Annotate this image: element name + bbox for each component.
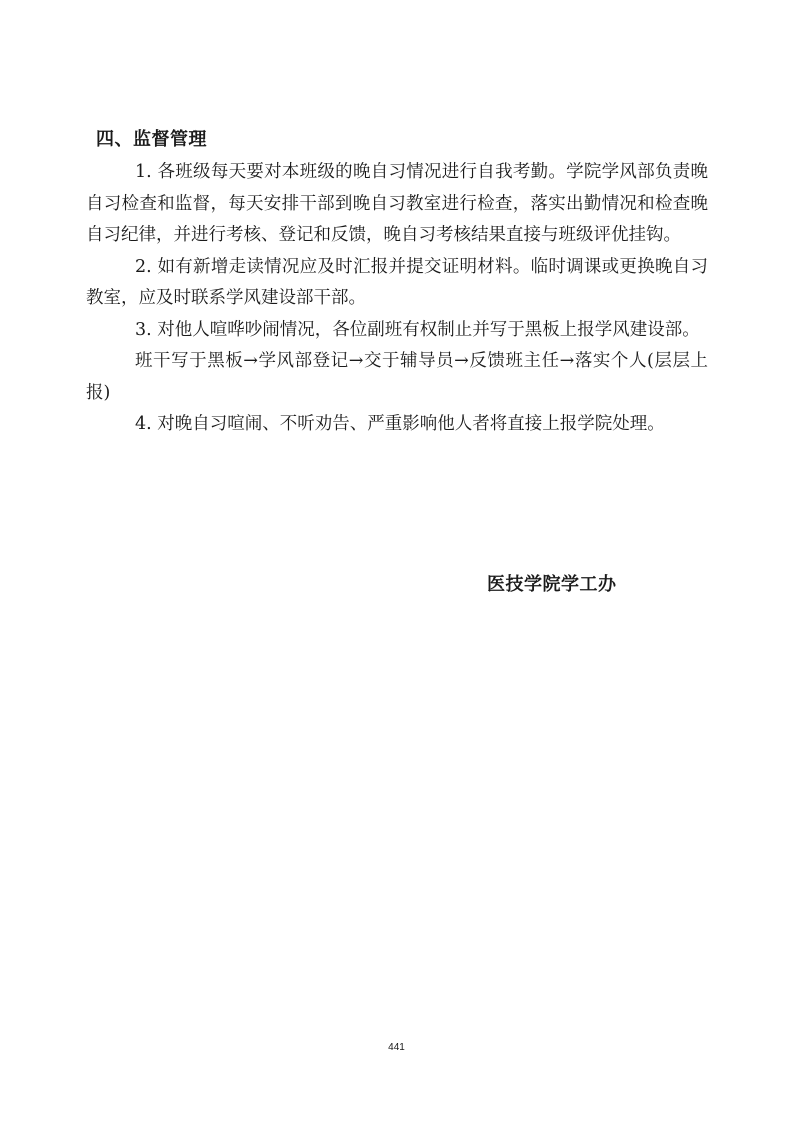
paragraph-disciplinary: 4. 对晚自习喧闹、不听劝告、严重影响他人者将直接上报学院处理。 [135, 414, 665, 434]
paragraph-attendance: 1. 各班级每天要对本班级的晚自习情况进行自我考勤。学院学风部负责晚自习检查和监督，每天安排干部到晚自习教室进行检查，落实出勤情况和检查晚自习纪律，并进行考核、登记和反馈，晚自习考核结果直接与班级评优挂钩。 [86, 162, 708, 245]
page-number: 441 [388, 1042, 405, 1053]
section-heading: 四、监督管理 [96, 129, 207, 150]
paragraph-reporting-chain: 班干写于黑板→学风部登记→交于辅导员→反馈班主任→落实个人(层层上报) [86, 351, 708, 403]
paragraph-commuting: 2. 如有新增走读情况应及时汇报并提交证明材料。临时调课或更换晚自习教室，应及时联系学风建设部干部。 [86, 256, 708, 308]
section-body [86, 157, 708, 441]
paragraph-noise: 3. 对他人喧哗吵闹情况，各位副班有权制止并写于黑板上报学风建设部。 [135, 319, 700, 340]
signature: 医技学院学工办 [487, 574, 617, 595]
